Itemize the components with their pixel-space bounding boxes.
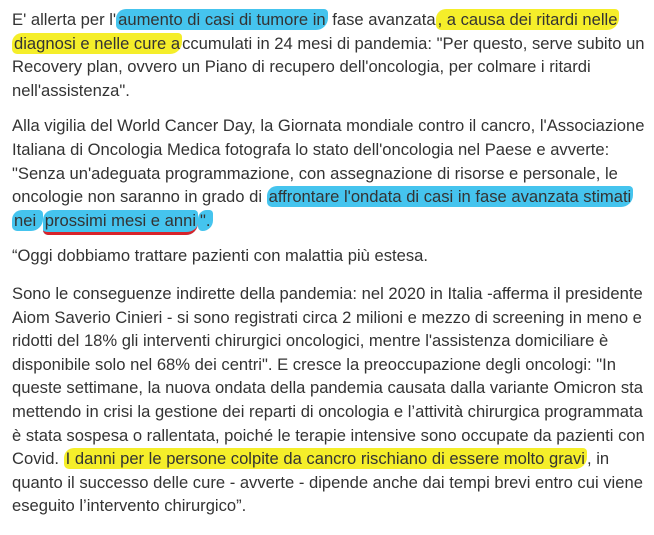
highlight-blue: affrontare l'ondata di casi in fase avanzata stimati nei	[14, 187, 632, 230]
paragraph-3: “Oggi dobbiamo trattare pazienti con malattia più estesa.	[12, 246, 428, 266]
highlight-blue-underlined: prossimi mesi e anni	[43, 210, 198, 235]
text: Alla vigilia del World Cancer Day, la Giornata mondiale contro il cancro, l'Associazione Italiana di Oncologia Medica fotografa lo stato dell'oncologia nel Paese e avverte: "Senza un'adeguata programmazione, con assegnazione di risorse e personale, le oncologie non saranno in grado di	[12, 116, 645, 207]
highlight-yellow: , a causa dei ritardi nelle diagnosi e nelle cure a	[14, 10, 618, 53]
text: Sono le conseguenze indirette della pandemia: nel 2020 in Italia -afferma il presidente Aiom Saverio Cinieri - si sono registrati circa 2 milioni e mezzo di screening in meno e ridotti del 18% gli interventi chirurgici oncologici, mentre l'assistenza domiciliare è disponibile solo nel 68% dei centri". E cresce la preoccupazione degli oncologi: "In queste settimane, la nuova ondata della pandemia causata dalla variante Omicron sta mettendo in crisi la gestione dei reparti di oncologia e l’attività chirurgica programmata è stata sospesa o rallentata, poiché le terapie intensive sono occupate da pazienti con Covid.	[12, 283, 645, 469]
highlight-yellow: I danni per le persone colpite da cancro rischiano di essere molto gravi	[65, 449, 585, 469]
text: E' allerta per l'	[12, 10, 117, 29]
article-body	[12, 8, 648, 530]
paragraph-4	[12, 282, 648, 518]
text: ccumulati in 24 mesi di pandemia: "Per questo, serve subito un Recovery plan, ovvero un Piano di recupero dell'oncologia, per colmare i ritardi nell'assistenza".	[12, 33, 645, 100]
text: , in quanto il successo delle cure - avverte - dipende anche dai tempi brevi entro cui viene eseguito l’intervento chirurgico”.	[12, 449, 643, 516]
highlight-blue: ".	[200, 210, 211, 230]
paragraph-1	[12, 8, 648, 102]
highlight-blue: aumento di casi di tumore in	[118, 10, 326, 29]
paragraph-2	[12, 114, 648, 232]
text: fase avanzata	[327, 10, 436, 29]
